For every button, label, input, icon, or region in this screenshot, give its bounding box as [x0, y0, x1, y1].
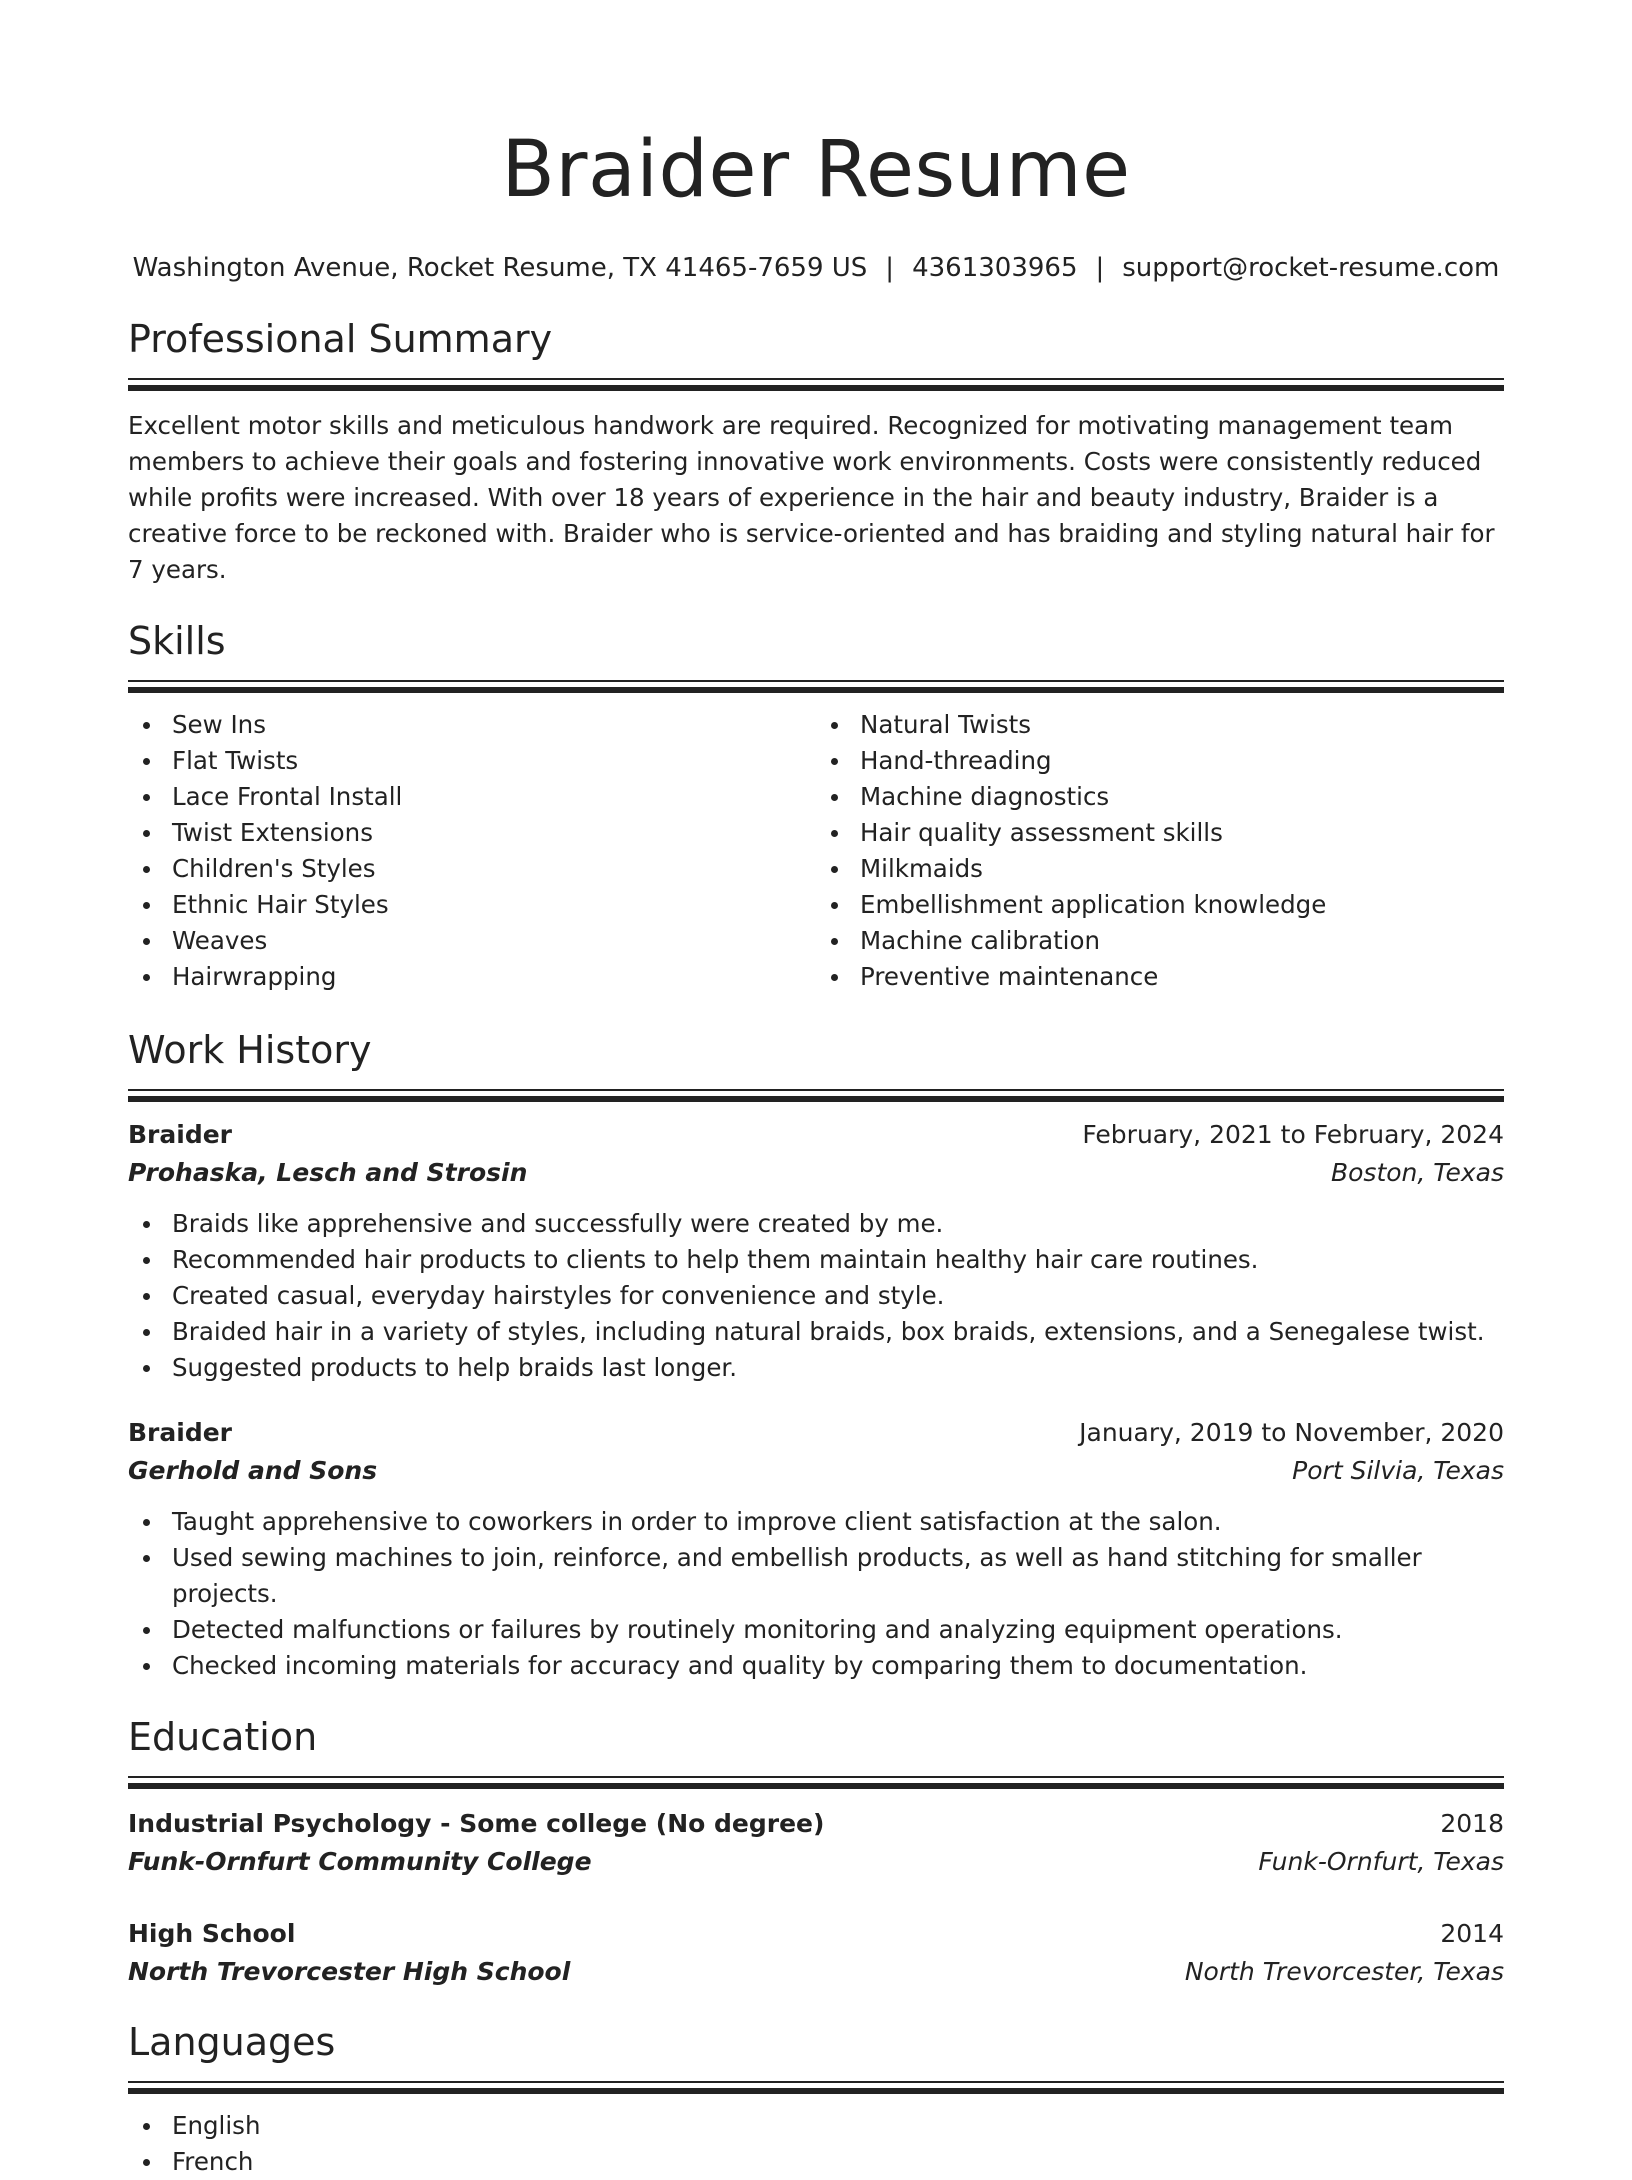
skill-item: Embellishment application knowledge: [816, 887, 1504, 923]
job-bullet: Braids like apprehensive and successfully were created by me.: [128, 1206, 1504, 1242]
skill-item: Sew Ins: [128, 707, 816, 743]
job-entry: [128, 1116, 1504, 1386]
job-bullet-list: [128, 1504, 1504, 1684]
job-company-row: [128, 1154, 1504, 1192]
job-bullet: Detected malfunctions or failures by routinely monitoring and analyzing equipment operations.: [128, 1612, 1504, 1648]
section-divider: [128, 2081, 1504, 2094]
education-heading: Education: [128, 1715, 318, 1759]
language-item: French: [128, 2144, 1504, 2180]
job-bullet: Taught apprehensive to coworkers in order to improve client satisfaction at the salon.: [128, 1504, 1504, 1540]
skill-item: Weaves: [128, 923, 816, 959]
skill-item: Twist Extensions: [128, 815, 816, 851]
job-bullet: Created casual, everyday hairstyles for convenience and style.: [128, 1278, 1504, 1314]
summary-section: [128, 314, 1504, 588]
education-degree: Industrial Psychology - Some college (No degree): [128, 1809, 825, 1838]
languages-heading: Languages: [128, 2020, 336, 2064]
skill-item: Preventive maintenance: [816, 959, 1504, 995]
contact-separator: |: [1095, 253, 1105, 283]
section-divider: [128, 1776, 1504, 1789]
job-entry: [128, 1414, 1504, 1684]
education-school-row: [128, 1843, 1504, 1881]
education-year: 2014: [1440, 1919, 1504, 1948]
skills-right-list: [816, 707, 1504, 995]
job-bullet: Braided hair in a variety of styles, including natural braids, box braids, extensions, and a Senegalese twist.: [128, 1314, 1504, 1350]
skill-item: Lace Frontal Install: [128, 779, 816, 815]
job-bullet: Used sewing machines to join, reinforce, and embellish products, as well as hand stitching for smaller projects.: [128, 1540, 1504, 1612]
skills-columns: [128, 707, 1504, 995]
job-bullet: Suggested products to help braids last longer.: [128, 1350, 1504, 1386]
languages-list: [128, 2108, 1504, 2180]
summary-heading: Professional Summary: [128, 317, 553, 361]
education-degree: High School: [128, 1919, 296, 1948]
contact-address: Washington Avenue, Rocket Resume, TX 41465-7659 US: [132, 253, 868, 283]
language-item: English: [128, 2108, 1504, 2144]
contact-separator: |: [885, 253, 895, 283]
skill-item: Machine diagnostics: [816, 779, 1504, 815]
job-dates: January, 2019 to November, 2020: [1079, 1418, 1504, 1447]
contact-line: [128, 250, 1504, 286]
education-school: North Trevorcester High School: [128, 1957, 571, 1986]
skill-item: Hairwrapping: [128, 959, 816, 995]
section-divider: [128, 680, 1504, 693]
section-divider: [128, 1089, 1504, 1102]
contact-phone: 4361303965: [912, 253, 1078, 283]
education-year: 2018: [1440, 1809, 1504, 1838]
work-heading: Work History: [128, 1028, 372, 1072]
education-entry: [128, 1915, 1504, 1991]
work-section: [128, 1025, 1504, 1684]
job-location: Port Silvia, Texas: [1292, 1456, 1504, 1485]
skill-item: Hair quality assessment skills: [816, 815, 1504, 851]
skill-item: Natural Twists: [816, 707, 1504, 743]
job-location: Boston, Texas: [1330, 1158, 1504, 1187]
education-header-row: [128, 1915, 1504, 1953]
skill-item: Hand-threading: [816, 743, 1504, 779]
job-company: Gerhold and Sons: [128, 1456, 378, 1485]
skill-item: Ethnic Hair Styles: [128, 887, 816, 923]
job-company: Prohaska, Lesch and Strosin: [128, 1158, 528, 1187]
job-header-row: [128, 1414, 1504, 1452]
skill-item: Children's Styles: [128, 851, 816, 887]
skills-heading: Skills: [128, 619, 226, 663]
languages-section: [128, 2017, 1504, 2180]
job-title: Braider: [128, 1418, 233, 1447]
contact-email[interactable]: support@rocket-resume.com: [1122, 253, 1500, 283]
resume-title: Braider Resume: [501, 125, 1131, 215]
education-entry: [128, 1805, 1504, 1881]
job-bullet-list: [128, 1206, 1504, 1386]
job-bullet: Checked incoming materials for accuracy and quality by comparing them to documentation.: [128, 1648, 1504, 1684]
job-company-row: [128, 1452, 1504, 1490]
skills-left-list: [128, 707, 816, 995]
education-section: [128, 1712, 1504, 1991]
skill-item: Flat Twists: [128, 743, 816, 779]
education-location: Funk-Ornfurt, Texas: [1258, 1847, 1504, 1876]
job-bullet: Recommended hair products to clients to help them maintain healthy hair care routines.: [128, 1242, 1504, 1278]
job-title: Braider: [128, 1120, 233, 1149]
education-location: North Trevorcester, Texas: [1184, 1957, 1504, 1986]
job-header-row: [128, 1116, 1504, 1154]
education-school-row: [128, 1953, 1504, 1991]
education-school: Funk-Ornfurt Community College: [128, 1847, 592, 1876]
job-dates: February, 2021 to February, 2024: [1082, 1120, 1504, 1149]
education-header-row: [128, 1805, 1504, 1843]
section-divider: [128, 378, 1504, 391]
skills-section: [128, 616, 1504, 995]
skill-item: Milkmaids: [816, 851, 1504, 887]
summary-text: Excellent motor skills and meticulous handwork are required. Recognized for motivating management team members to achieve their goals and fostering innovative work environments. Costs were consistently reduced while profits were increased. With over 18 years of experience in the hair and beauty industry, Braider is a creative force to be reckoned with. Braider who is service-oriented and has braiding and styling natural hair for 7 years.: [128, 411, 1495, 584]
skill-item: Machine calibration: [816, 923, 1504, 959]
